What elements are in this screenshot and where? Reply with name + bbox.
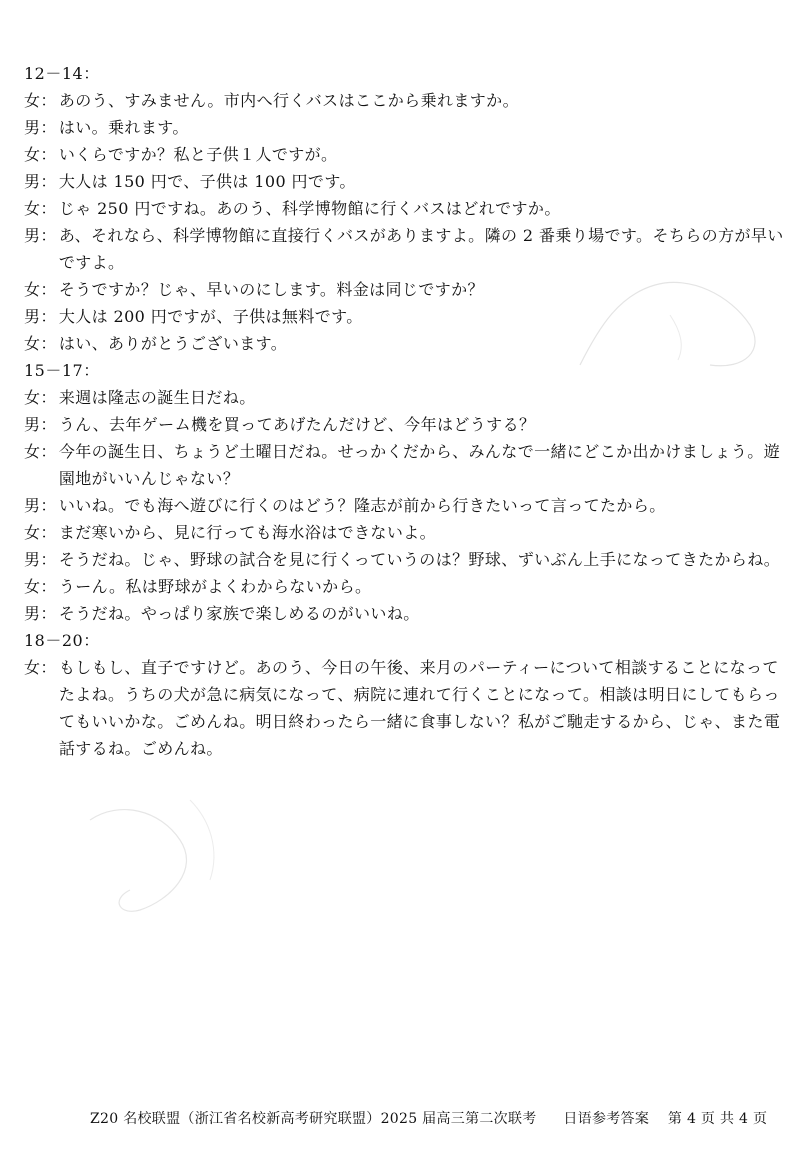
speaker-label: 女： [24,334,57,353]
document-body [24,60,784,762]
speaker-label: 女： [24,145,57,164]
speaker-label: 男： [24,550,57,569]
dialogue-line [24,222,784,276]
dialogue-line [24,330,784,357]
footer-page-number: 第 4 页 共 4 页 [667,1111,768,1127]
section-label: 18－20： [24,631,100,650]
speech-text: 今年の誕生日、ちょうど土曜日だね。せっかくだから、みんなで一緒にどこか出かけましょう。遊園地がいいんじゃない？ [58,442,781,488]
dialogue-line [24,384,784,411]
speech-text: 大人は 150 円で、子供は 100 円です。 [58,172,356,191]
dialogue-line [24,276,784,303]
dialogue-line [24,573,784,600]
speaker-label: 男： [24,118,57,137]
speech-text: 来週は隆志の誕生日だね。 [58,388,256,407]
speaker-label: 男： [24,496,57,515]
dialogue-line [24,492,784,519]
section-label: 12－14： [24,64,100,83]
speech-text: 大人は 200 円ですが、子供は無料です。 [58,307,363,326]
speech-text: そうですか？じゃ、早いのにします。料金は同じですか？ [58,280,484,299]
speaker-label: 女： [24,388,57,407]
speech-text: じゃ 250 円ですね。あのう、科学博物館に行くバスはどれですか。 [58,199,561,218]
dialogue-line [24,519,784,546]
dialogue-section-12-14 [24,60,784,357]
dialogue-line [24,141,784,168]
speech-text: はい。乗れます。 [58,118,189,137]
speaker-label: 女： [24,442,57,461]
footer-subject: 日语参考答案 [563,1111,650,1127]
dialogue-line [24,195,784,222]
speech-text: そうだね。やっぱり家族で楽しめるのがいいね。 [58,604,420,623]
dialogue-section-15-17 [24,357,784,627]
dialogue-line [24,438,784,492]
speech-text: もしもし、直子ですけど。あのう、今日の午後、来月のパーティーについて相談することになってたよね。うちの犬が急に病気になって、病院に連れて行くことになって。相談は明日にしてもらってもいいかな。ごめんね。明日終わったら一緒に食事しない？私がご馳走するから、じゃ、また電話するね。ごめんね。 [58,658,781,758]
dialogue-line [24,411,784,438]
speaker-label: 男： [24,307,57,326]
dialogue-line [24,114,784,141]
speech-text: うーん。私は野球がよくわからないから。 [58,577,372,596]
speech-text: はい、ありがとうございます。 [58,334,288,353]
dialogue-line [24,546,784,573]
speaker-label: 女： [24,523,57,542]
speech-text: うん、去年ゲーム機を買ってあげたんだけど、今年はどうする？ [58,415,536,434]
dialogue-line [24,303,784,330]
speaker-label: 男： [24,415,57,434]
speaker-label: 女： [24,199,57,218]
speaker-label: 男： [24,604,57,623]
speaker-label: 女： [24,91,57,110]
section-label: 15－17： [24,361,100,380]
speech-text: いいね。でも海へ遊びに行くのはどう？隆志が前から行きたいって言ってたから。 [58,496,666,515]
speech-text: まだ寒いから、見に行っても海水浴はできないよ。 [58,523,437,542]
page-footer [90,1109,790,1129]
dialogue-line [24,600,784,627]
dialogue-section-18-20 [24,627,784,762]
pencil-scribble-bottom-left [70,780,270,930]
dialogue-line [24,168,784,195]
speech-text: あ、それなら、科学博物館に直接行くバスがありますよ。隣の 2 番乗り場です。そちらの方が早いですよ。 [58,226,784,272]
dialogue-line [24,654,784,762]
speaker-label: 女： [24,577,57,596]
speech-text: いくらですか？私と子供１人ですが。 [58,145,338,164]
speaker-label: 女： [24,658,57,677]
speech-text: あのう、すみません。市内へ行くバスはここから乗れますか。 [58,91,519,110]
speech-text: そうだね。じゃ、野球の試合を見に行くっていうのは？野球、ずいぶん上手になってきたからね。 [58,550,781,569]
dialogue-line [24,87,784,114]
speaker-label: 男： [24,172,57,191]
speaker-label: 女： [24,280,57,299]
footer-exam-title: Z20 名校联盟（浙江省名校新高考研究联盟）2025 届高三第二次联考 [90,1111,537,1127]
speaker-label: 男： [24,226,57,245]
